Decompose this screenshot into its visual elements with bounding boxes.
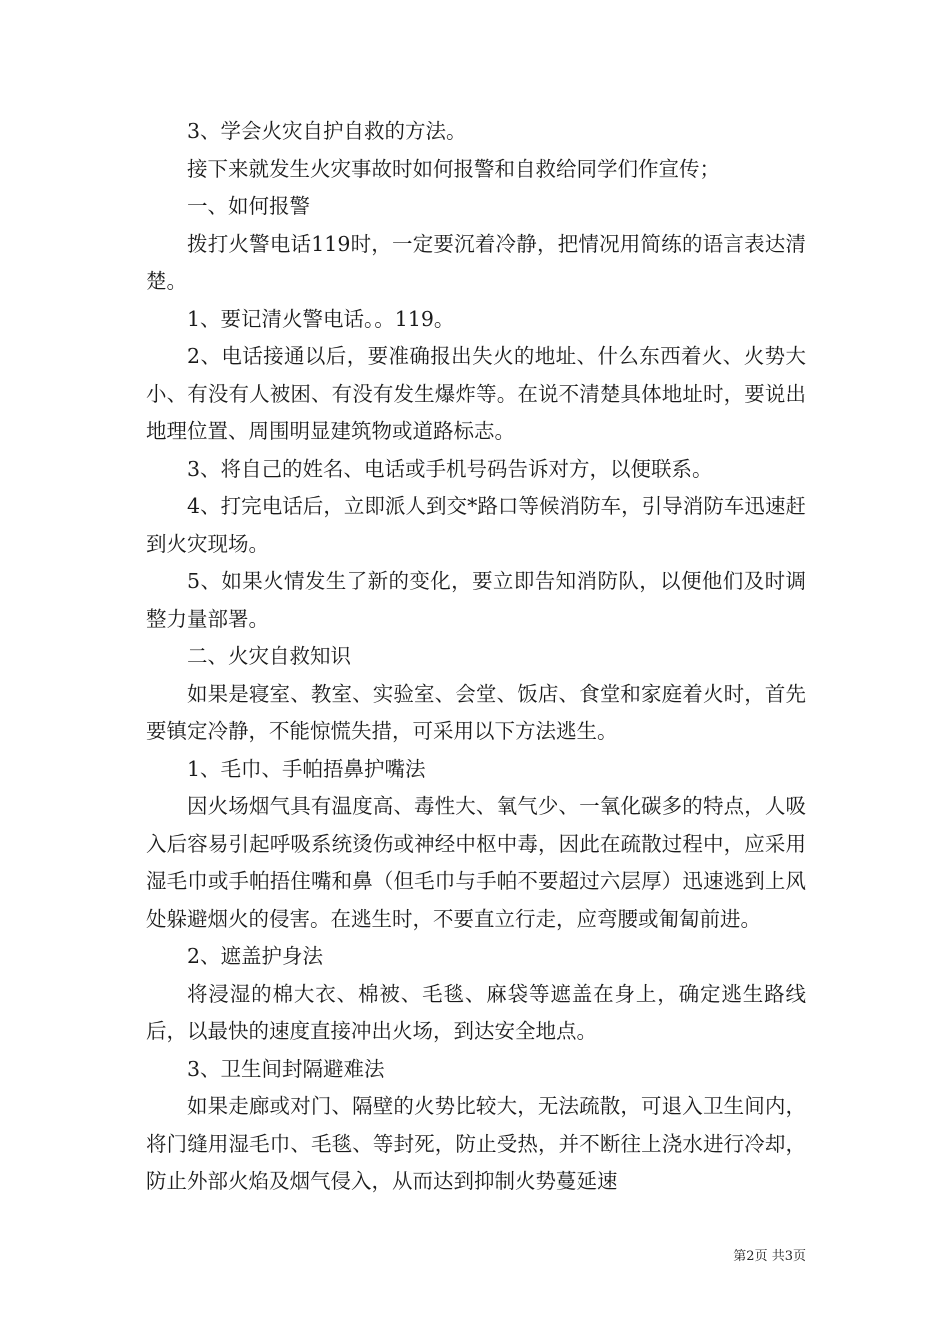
- list-item-report-address: 2、电话接通以后，要准确报出失火的地址、什么东西着火、火势大小、有没有人被困、有没有发生爆炸等。在说不清楚具体地址时，要说出地理位置、周围明显建筑物或道路标志。: [146, 344, 806, 443]
- paragraph-stay-calm: 如果是寝室、教室、实验室、会堂、饭店、食堂和家庭着火时，首先要镇定冷静，不能惊慌失措，可采用以下方法逃生。: [146, 681, 806, 743]
- page-footer: [0, 1248, 806, 1266]
- paragraph-call-119: 拨打火警电话119时，一定要沉着冷静，把情况用简练的语言表达清楚。: [146, 231, 806, 293]
- list-item-give-contact: 3、将自己的姓名、电话或手机号码告诉对方，以便联系。: [187, 456, 713, 481]
- paragraph-intro: 接下来就发生火灾事故时如何报警和自救给同学们作宣传；: [187, 156, 720, 181]
- page-number-total: 3: [784, 1249, 793, 1264]
- method-heading-cover-body: 2、遮盖护身法: [187, 944, 324, 968]
- section-heading-how-to-alarm: 一、如何报警: [187, 194, 310, 218]
- list-item-report-changes: 5、如果火情发生了新的变化，要立即告知消防队，以便他们及时调整力量部署。: [146, 569, 806, 631]
- section-heading-self-rescue: 二、火灾自救知识: [187, 644, 351, 668]
- paragraph-towel-method: 因火场烟气具有温度高、毒性大、氧气少、一氧化碳多的特点，人吸入后容易引起呼吸系统烫伤或神经中枢中毒，因此在疏散过程中，应采用湿毛巾或手帕捂住嘴和鼻（但毛巾与手帕不要超过六层厚）迅速逃到上风处躲避烟火的侵害。在逃生时，不要直立行走，应弯腰或匍匐前进。: [146, 794, 806, 931]
- paragraph-cover-body-method: 将浸湿的棉大衣、棉被、毛毯、麻袋等遮盖在身上，确定逃生路线后，以最快的速度直接冲出火场，到达安全地点。: [146, 981, 806, 1043]
- paragraph-bathroom-shelter-method: 如果走廊或对门、隔壁的火势比较大，无法疏散，可退入卫生间内，将门缝用湿毛巾、毛毯、等封死，防止受热，并不断往上浇水进行冷却，防止外部火焰及烟气侵入，从而达到抑制火势蔓延速: [146, 1094, 806, 1193]
- document-body: [146, 113, 806, 1201]
- method-heading-towel: 1、毛巾、手帕捂鼻护嘴法: [187, 756, 426, 781]
- page-label-prefix: 第: [733, 1249, 747, 1264]
- method-heading-bathroom-shelter: 3、卫生间封隔避难法: [187, 1056, 385, 1081]
- list-item-guide-fire-truck: 4、打完电话后，立即派人到交*路口等候消防车，引导消防车迅速赶到火灾现场。: [146, 494, 806, 556]
- paragraph-self-rescue-method: 3、学会火灾自护自救的方法。: [187, 119, 467, 143]
- page-label-mid: 页 共: [754, 1249, 785, 1264]
- list-item-remember-number: 1、要记清火警电话。。119。: [187, 306, 455, 331]
- page-number-current: 2: [746, 1249, 755, 1264]
- page-label-suffix: 页: [792, 1249, 806, 1264]
